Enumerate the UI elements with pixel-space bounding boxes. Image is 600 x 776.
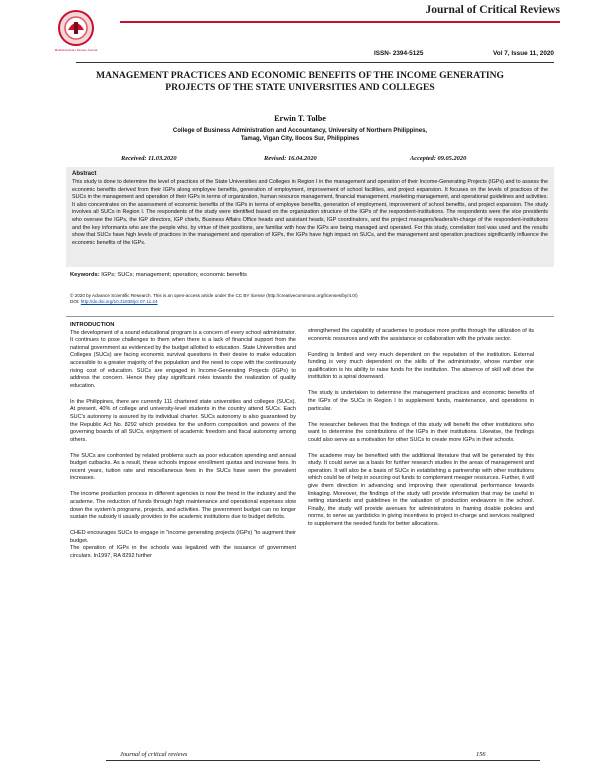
journal-logo-text: Multidisciplinary Review Journal — [54, 48, 98, 52]
keywords — [70, 272, 247, 278]
paragraph: In the Philippines, there are currently 111 chartered state universities and colleges (SUCs). At present, 40% of college and university-level students in the country attend SUCs. Each SUC's autonomy is assured by its individual charter. SUCs autonomy is also guaranteed by the Republic Act No. 8292 which provides for the uniform composition and powers of the governing boards of all SUCs, enjoyment of academic freedom and fiscal autonomy among others. — [70, 398, 296, 443]
footer-journal-name: Journal of critical reviews — [120, 751, 188, 758]
copyright-notice — [70, 293, 550, 306]
abstract-heading: Abstract — [72, 171, 97, 177]
header-accent-rule — [120, 21, 560, 23]
paragraph: The development of a sound educational program is a concern of every school administrator. It continues to pose challenges to them when there is a lack of financial support from the national government as evidenced by the budget allotted to education. State Universities and Colleges (SUCs) are facing economic survival questions in their desire to make education accessible to a greater majority of the population and the need to cope with the continuously rising cost of education. SUCs are engaged in Income-Generating Projects (IGPs) to address the concern. Hence they play significant roles towards the realization of quality education. — [70, 329, 296, 389]
left-column — [70, 322, 296, 569]
volume-issue: Vol 7, Issue 11, 2020 — [493, 50, 554, 57]
doi-label: DOI: — [70, 299, 81, 305]
keywords-label: Keywords: — [70, 272, 100, 278]
paragraph: The researcher believes that the findings of this study will benefit the other institutions who want to determine the contributions of the IGPs in their institutions. Likewise, the findings could also serve as a motivation for other SUCs to create more IGPs in their schools. — [308, 421, 534, 443]
abstract-box — [66, 167, 554, 267]
paragraph: Funding is limited and very much dependent on the reputation of the institution. External funding is very much dependent on the skills of the administrator, whose number one qualification is his ability to raise funds for the institution. The absence of skill will drive the institution to a spiral downward. — [308, 351, 534, 381]
paragraph: The study is undertaken to determine the management practices and economic benefits of the IGPs of the SUCs in Region I to supplement funds, maintenance, and operations in particular. — [308, 390, 534, 412]
paragraph: The SUCs are confronted by related problems such as poor education spending and annual budget cutbacks. As a result, these schools impose enrollment quotas and increase fees. In recent years, tuition rate and miscellaneous fees in the SUCs have seen the prevalent increases. — [70, 452, 296, 482]
accepted-date: Accepted: 09.05.2020 — [410, 155, 467, 162]
abstract-text: This study is done to determine the level of practices of the State Universities and Colleges in Region I in the management and operation of their Income-Generating Projects (IGPs) and to assess the economic benefits derived from their IGPs along employee benefits, generation of employment, improvement of school facilities, and project expansion. It focuses on the levels of practices of the SUCs in the management and operation of their IGPs in terms of organization, human resource management, financial management, marketing management, and operational guidelines and activities. It also concentrates on the assessment of economic benefits of the IGPs in terms of employee benefits, generation of employment, improvement of school benefits, and project expansion. The study involves all SUCs in Region I. The respondents of the study were identified based on the organization structure of the IGPs of the respondent-institutions. The respondents were the vice presidents who oversee the IGPs, the IGP directors, IGP chiefs, Business Affairs Office heads and assistant heads, IGP coordinators, and the project managers/leaders/in-charge of the respondent-institutions and the key informants who are the people who, by virtue of their positions, are familiar with how the IGPs are being managed and operated. For this study, correlation tool was used and the results show that SUCs have high levels of practices in the management and operation of IGPs, the IGPs have high impact on SUCs, and the management and operation practices significantly influence the economic benefits of the IGPs. — [72, 179, 548, 246]
copyright-line: © 2020 by Advance Scientific Research. This is an open-access article under the CC BY license (http://creativecommons.org/licenses/by/4.0/) — [70, 293, 358, 298]
paragraph: The academe may be benefited with the additional literature that will be generated by this study. It could serve as a basis for further research studies in the areas of management and operation. It will also be a basis of SUCs in establishing a partnership with other institutions which could be of help in sourcing out funds to complement meager resources. Further, it will give them direction in advancing and improving their operational performance towards linkaging. Moreover, the findings of the study will provide information that may be useful in setting standards and guidelines in the valuation of production endeavors in the school. Finally, the study will provide avenues for administrators in framing doable policies and norms, to serve as yardsticks in giving incentives to project in-charge and services realigned to supplement the needed funds for better allocations. — [308, 452, 534, 528]
doi-link[interactable]: http://dx.doi.org/10.31838/jcr.07.11.24 — [80, 299, 158, 305]
issn: ISSN- 2394-5125 — [374, 50, 424, 57]
affiliation-line: College of Business Administration and Accountancy, University of Northern Philippines, — [172, 128, 428, 134]
paragraph: The operation of IGPs in the schools was legalized with the issuance of government circulars. In1997, RA 8292 further — [70, 545, 296, 559]
body-divider — [66, 316, 554, 317]
affiliation-line: Tamag, Vigan City, Ilocos Sur, Philippines — [240, 136, 360, 143]
paragraph: strengthened the capability of academes to produce more profits through the utilization of its economic resources and with the assistance or collaboration with the private sector. — [308, 328, 534, 342]
doi-line — [70, 299, 550, 305]
journal-logo — [46, 8, 106, 58]
footer-rule — [106, 760, 540, 761]
paragraph: The income production process in different agencies is now the trend in the industry and the academe. The reduction of funds through high maintenance and operational expenses slow down the system's programs, projects, and activities. The government budget can no longer sustain the subsidy it usually provides to the academic institutions due to budget deficits. — [70, 491, 296, 521]
author-name: Erwin T. Tolbe — [274, 114, 326, 123]
header-divider — [76, 62, 554, 63]
revised-date: Revised: 16.04.2020 — [264, 155, 317, 162]
paper-title: MANAGEMENT PRACTICES AND ECONOMIC BENEFITS OF THE INCOME GENERATING PROJECTS OF THE STATE UNIVERSITIES AND COLLEGES — [96, 70, 504, 93]
paragraph: CHED encourages SUCs to engage in "income generating projects (IGPs) "to augment their budget. — [70, 530, 296, 544]
author-affiliation — [110, 127, 490, 144]
journal-title: Journal of Critical Reviews — [425, 4, 560, 16]
right-column — [308, 328, 534, 537]
page-number: 156 — [476, 751, 486, 758]
keywords-text: IGPs; SUCs; management; operation; economic benefits — [99, 272, 247, 278]
introduction-heading: INTRODUCTION — [70, 322, 115, 328]
received-date: Received: 11.03.2020 — [121, 155, 177, 162]
